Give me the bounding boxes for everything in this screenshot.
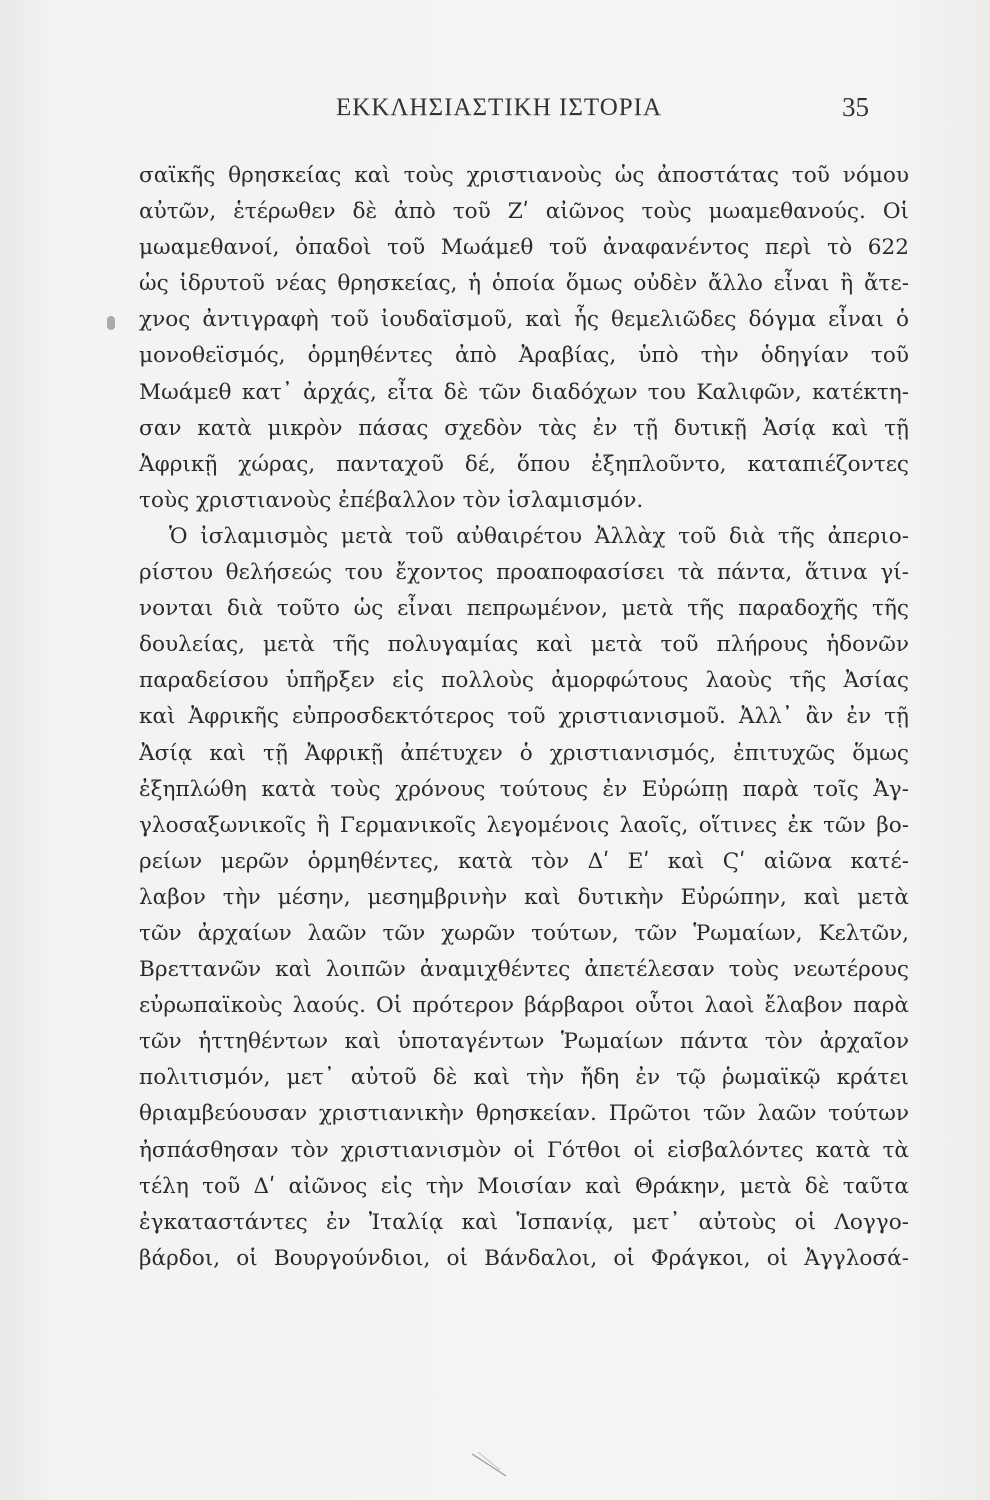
margin-ink-mark xyxy=(107,316,115,330)
page-header xyxy=(0,92,990,132)
text-line: Ὁ ἰσλαμισμὸς μετὰ τοῦ αὐθαιρέτου Ἀλλὰχ τοῦ διὰ τῆς ἀπεριο- xyxy=(169,523,909,549)
text-line: Ἀφρικῇ χώρας, πανταχοῦ δέ, ὅπου ἐξηπλοῦντο, καταπιέζοντες xyxy=(139,451,909,477)
text-line: παραδείσου ὑπῆρξεν εἰς πολλοὺς ἀμορφώτους λαοὺς τῆς Ἀσίας xyxy=(139,668,909,694)
text-line: Ἀσίᾳ καὶ τῇ Ἀφρικῇ ἀπέτυχεν ὁ χριστιανισμός, ἐπιτυχῶς ὅμως xyxy=(139,740,909,766)
text-line: θριαμβεύουσαν χριστιανικὴν θρησκείαν. Πρῶτοι τῶν λαῶν τούτων xyxy=(139,1101,909,1127)
text-line: εὐρωπαϊκοὺς λαούς. Οἱ πρότερον βάρβαροι οὗτοι λαοὶ ἔλαβον παρὰ xyxy=(139,993,909,1019)
text-line: λαβον τὴν μέσην, μεσημβρινὴν καὶ δυτικὴν Εὐρώπην, καὶ μετὰ xyxy=(139,884,909,910)
text-line: δουλείας, μετὰ τῆς πολυγαμίας καὶ μετὰ τοῦ πλήρους ἡδονῶν xyxy=(139,632,909,658)
text-line: χνος ἀντιγραφὴ τοῦ ἰουδαϊσμοῦ, καὶ ἧς θεμελιῶδες δόγμα εἶναι ὁ xyxy=(139,307,909,333)
text-line: ὡς ἱδρυτοῦ νέας θρησκείας, ἡ ὁποία ὅμως οὐδὲν ἄλλο εἶναι ἢ ἄτε- xyxy=(139,271,909,297)
text-line: σαϊκῆς θρησκείας καὶ τοὺς χριστιανοὺς ὡς ἀποστάτας τοῦ νόμου xyxy=(139,163,909,188)
text-line: γλοσαξωνικοῖς ἢ Γερμανικοῖς λεγομένοις λαοῖς, οἵτινες ἐκ τῶν βο- xyxy=(139,812,909,838)
text-line: τοὺς χριστιανοὺς ἐπέβαλλον τὸν ἰσλαμισμόν. xyxy=(139,487,644,513)
text-line: ἐγκαταστάντες ἐν Ἰταλίᾳ καὶ Ἱσπανίᾳ, μετ᾽ αὐτοὺς οἱ Λογγο- xyxy=(139,1209,909,1235)
text-line: μονοθεϊσμός, ὁρμηθέντες ἀπὸ Ἀραβίας, ὑπὸ τὴν ὁδηγίαν τοῦ xyxy=(139,343,909,369)
text-line: μωαμεθανοί, ὀπαδοὶ τοῦ Μωάμεθ τοῦ ἀναφανέντος περὶ τὸ 622 xyxy=(139,235,909,261)
text-line: βάρδοι, οἱ Βουργούνδιοι, οἱ Βάνδαλοι, οἱ Φράγκοι, οἱ Ἀγγλοσά- xyxy=(139,1245,909,1271)
text-line: νονται διὰ τοῦτο ὡς εἶναι πεπρωμένον, μετὰ τῆς παραδοχῆς τῆς xyxy=(139,596,909,622)
text-line: αὐτῶν, ἑτέρωθεν δὲ ἀπὸ τοῦ Ζʹ αἰῶνος τοὺς μωαμεθανούς. Οἱ xyxy=(139,199,909,225)
text-line: σαν κατὰ μικρὸν πάσας σχεδὸν τὰς ἐν τῇ δυτικῇ Ἀσίᾳ καὶ τῇ xyxy=(139,415,909,441)
text-line: ἠσπάσθησαν τὸν χριστιανισμὸν οἱ Γότθοι οἱ εἰσβαλόντες κατὰ τὰ xyxy=(139,1137,909,1163)
running-title: ΕΚΚΛΗΣΙΑΣΤΙΚΗ ΙΣΤΟΡΙΑ xyxy=(336,94,663,121)
text-line: τῶν ἀρχαίων λαῶν τῶν χωρῶν τούτων, τῶν Ῥωμαίων, Κελτῶν, xyxy=(139,920,909,946)
text-line: ἐξηπλώθη κατὰ τοὺς χρόνους τούτους ἐν Εὐρώπῃ παρὰ τοῖς Ἀγ- xyxy=(139,776,909,802)
text-line: τῶν ἡττηθέντων καὶ ὑποταγέντων Ῥωμαίων πάντα τὸν ἀρχαῖον xyxy=(139,1029,909,1055)
text-line: πολιτισμόν, μετ᾽ αὐτοῦ δὲ καὶ τὴν ἤδη ἐν τῷ ῥωμαϊκῷ κράτει xyxy=(139,1065,909,1091)
page-number: 35 xyxy=(842,92,869,122)
text-line: Μωάμεθ κατ᾽ ἀρχάς, εἶτα δὲ τῶν διαδόχων του Καλιφῶν, κατέκτη- xyxy=(139,379,909,405)
paper-scratch-mark xyxy=(470,1450,510,1480)
body-text xyxy=(139,158,909,1277)
text-line: καὶ Ἀφρικῆς εὐπροσδεκτότερος τοῦ χριστιανισμοῦ. Ἀλλ᾽ ἂν ἐν τῇ xyxy=(139,704,909,730)
text-line: ρίστου θελήσεώς του ἔχοντος προαποφασίσει τὰ πάντα, ἅτινα γί- xyxy=(139,560,909,586)
text-line: Βρεττανῶν καὶ λοιπῶν ἀναμιχθέντες ἀπετέλεσαν τοὺς νεωτέρους xyxy=(139,957,909,983)
text-line: τέλη τοῦ Δʹ αἰῶνος εἰς τὴν Μοισίαν καὶ Θράκην, μετὰ δὲ ταῦτα xyxy=(139,1173,909,1199)
text-line: ρείων μερῶν ὁρμηθέντες, κατὰ τὸν Δʹ Εʹ καὶ Ϛʹ αἰῶνα κατέ- xyxy=(139,848,909,874)
